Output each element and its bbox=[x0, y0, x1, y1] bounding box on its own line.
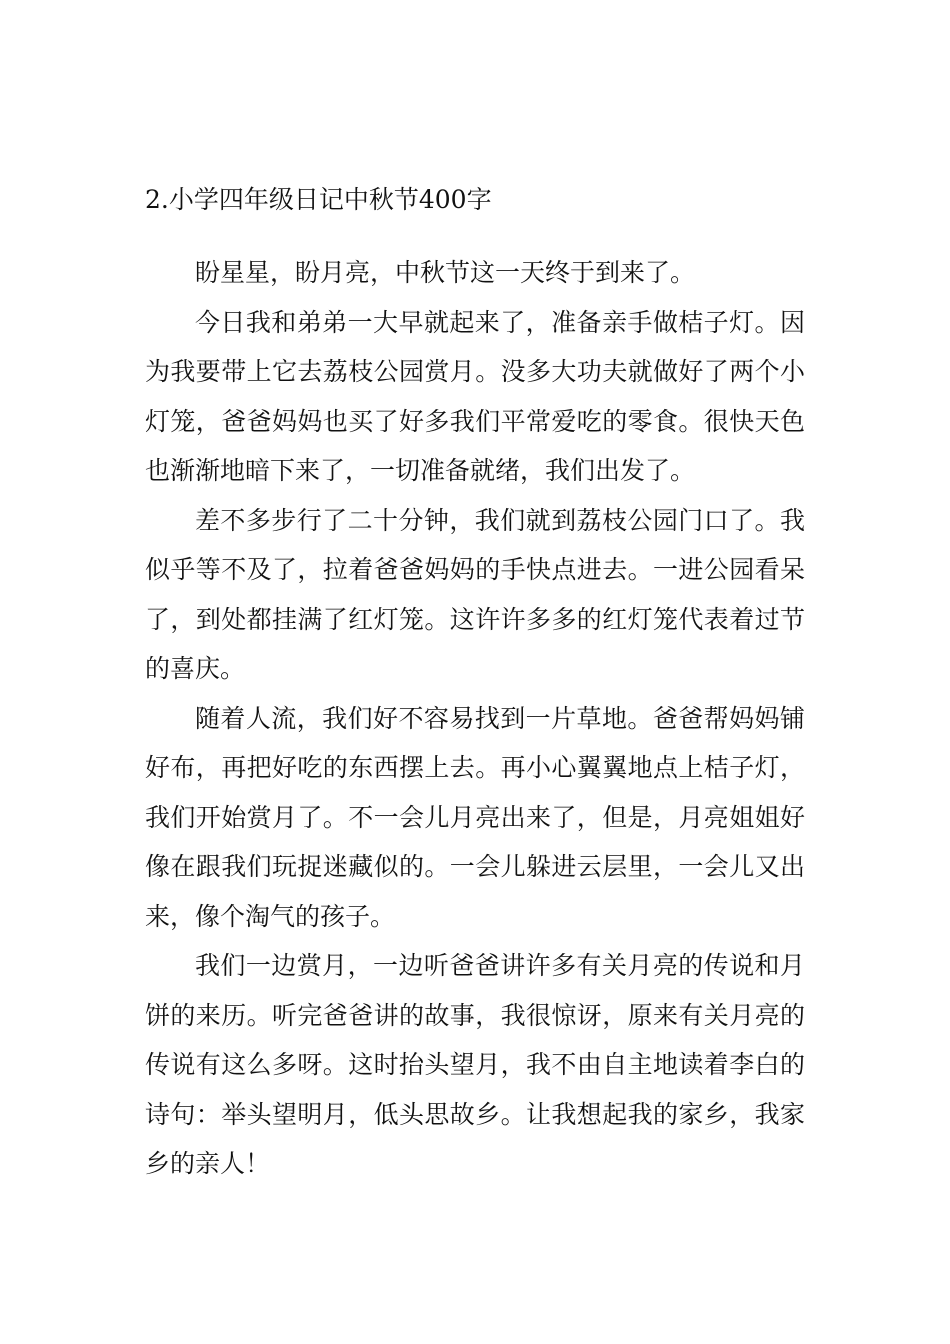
paragraph-2: 今日我和弟弟一大早就起来了，准备亲手做桔子灯。因为我要带上它去荔枝公园赏月。没多大功夫就做好了两个小灯笼，爸爸妈妈也买了好多我们平常爱吃的零食。很快天色也渐渐地暗下来了，一切准备就绪，我们出发了。 bbox=[145, 307, 805, 485]
paragraph-5: 我们一边赏月，一边听爸爸讲许多有关月亮的传说和月饼的来历。听完爸爸讲的故事，我很惊讶，原来有关月亮的传说有这么多呀。这时抬头望月，我不由自主地读着李白的诗句：举头望明月，低头思故乡。让我想起我的家乡，我家乡的亲人！ bbox=[145, 951, 805, 1178]
document-body bbox=[145, 248, 805, 1189]
paragraph-3: 差不多步行了二十分钟，我们就到荔枝公园门口了。我似乎等不及了，拉着爸爸妈妈的手快点进去。一进公园看呆了，到处都挂满了红灯笼。这许许多多的红灯笼代表着过节的喜庆。 bbox=[145, 505, 805, 683]
paragraph-1: 盼星星，盼月亮，中秋节这一天终于到来了。 bbox=[195, 258, 696, 287]
document-title: 2.小学四年级日记中秋节400字 bbox=[145, 185, 492, 214]
paragraph-4: 随着人流，我们好不容易找到一片草地。爸爸帮妈妈铺好布，再把好吃的东西摆上去。再小心翼翼地点上桔子灯，我们开始赏月了。不一会儿月亮出来了，但是，月亮姐姐好像在跟我们玩捉迷藏似的。一会儿躲进云层里，一会儿又出来，像个淘气的孩子。 bbox=[145, 703, 805, 931]
